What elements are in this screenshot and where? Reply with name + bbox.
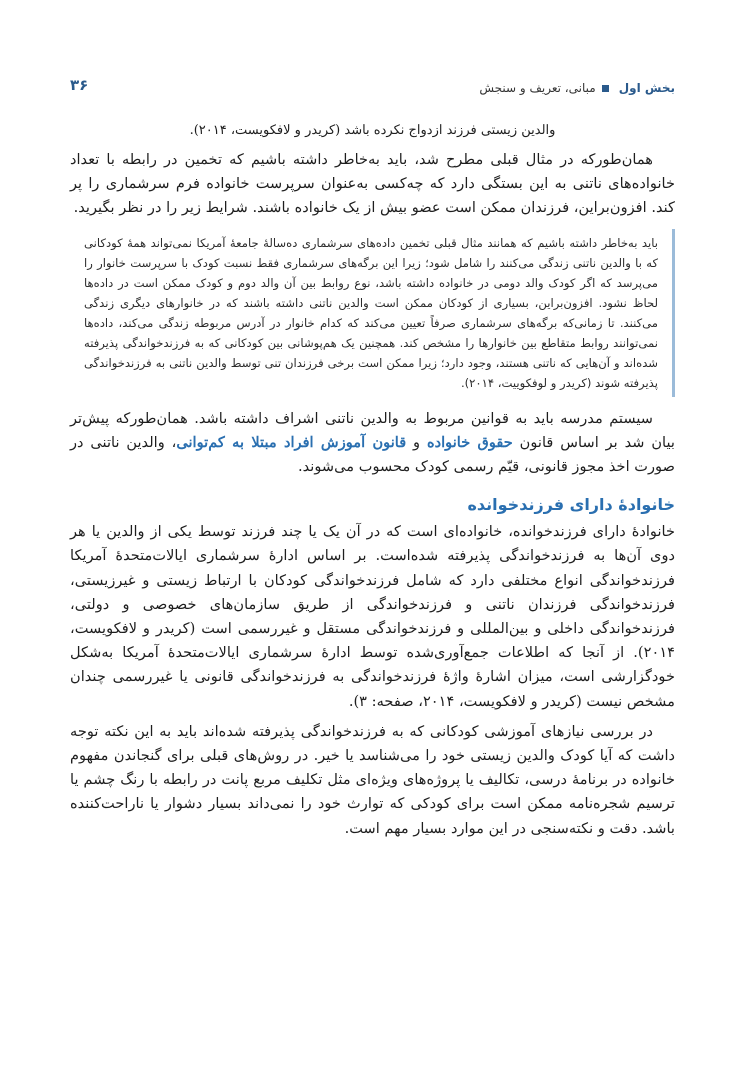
paragraph-continued: والدین زیستی فرزند ازدواج نکرده باشد (کریدر و لافکویست، ۲۰۱۴). — [189, 123, 556, 138]
page-content — [70, 120, 675, 841]
paragraph-law — [70, 407, 675, 480]
page-header — [70, 76, 675, 100]
paragraph-law-part-a: سیستم مدرسه باید به قوانین مربوط به والدین ناتنی اشراف داشته باشد. همان‌طورکه پیش‌تر بیان شد بر اساس قانون — [70, 409, 675, 451]
paragraph: همان‌طورکه در مثال قبلی مطرح شد، باید به‌خاطر داشته باشیم که تخمین در رابطه با تعداد خانواده‌های ناتنی به این بستگی دارد که چه‌کسی به‌عنوان سرپرست خانواده فرم سرشماری را پر کند. افزون‌براین، فرزندان ممکن است عضو بیش از یک خانواده باشند. شرایط زیر را در نظر بگیرید. — [70, 151, 675, 217]
highlight-family-law: حقوق خانواده — [426, 433, 513, 451]
paragraph-law-part-c: ، والدین ناتنی در صورت اخذ مجوز قانونی، قیّم رسمی کودک محسوب می‌شوند. — [70, 433, 675, 476]
paragraph: در بررسی نیازهای آموزشی کودکانی که به فرزندخواندگی پذیرفته شده‌اند باید به این نکته توجه داشت که آیا کودک والدین زیستی خود را می‌شناسد یا خیر. در روش‌های قبلی برای گنجاندن مفهوم خانواده در برنامهٔ درسی، تکالیف یا پروژه‌های ویژه‌ای مثل تکلیف مربع پانت در رابطه با رنگ چشم یا ترسیم شجره‌نامه ممکن است برای کودکی که توارث خود را نمی‌داند بسیار دشوار یا ناراحت‌کننده باشد. دقت و نکته‌سنجی در این موارد بسیار مهم است. — [70, 722, 675, 837]
sidebar-note-text: باید به‌خاطر داشته باشیم که همانند مثال قبلی تخمین داده‌های سرشماری ده‌سالهٔ جامعهٔ آمریکا نمی‌تواند همهٔ کودکانی که با والدین ناتنی زندگی می‌کنند را شامل شود؛ زیرا این برگه‌های سرشماری فقط نسبت کودک با سرپرست خانوار را می‌پرسد که اگر کودک والد دومی در خانواده داشته باشد، نوع روابط بین آن والد دوم و کودک ممکن است در داده‌ها لحاظ نشود. افزون‌براین، بسیاری از کودکان ممکن است والدین ناتنی داشته باشند که در خانوارهای دیگری زندگی می‌کنند. تا زمانی‌که برگه‌های سرشماری صرفاً تعیین می‌کند که کدام خانوار در آدرس مربوطه زندگی می‌کند، داده‌ها نمی‌توانند روابط متقاطع بین خانوارها را مشخص کند. همچنین یک هم‌پوشانی بین کودکانی که به فرزندخواندگی پذیرفته شده‌اند و آن‌هایی که ناتنی هستند، وجود دارد؛ زیرا ممکن است برخی فرزندان تنی توسط والدین ناتنی به فرزندخواندگی پذیرفته شوند (کریدر و لوفکوییت، ۲۰۱۴). — [84, 235, 658, 390]
section-heading: خانوادهٔ دارای فرزندخوانده — [467, 495, 675, 515]
paragraph: خانوادهٔ دارای فرزندخوانده، خانواده‌ای است که در آن یک یا چند فرزند توسط یکی از والدین یا هر دوی آن‌ها به فرزندخواندگی پذیرفته شده‌است. بر اساس ادارهٔ سرشماری ایالات‌متحدهٔ آمریکا فرزندخواندگی انواع مختلفی دارد که شامل فرزندخواندگی کودکان با ارتباط زیستی و غیرزیستی، فرزندخواندگی فرزندان ناتنی و فرزندخواندگی از طریق سازمان‌های خصوصی و دولتی، فرزندخواندگی داخلی و بین‌المللی و فرزندخواندگی مستقل و غیررسمی است (کریدر و لافکویست، ۲۰۱۴). از آنجا که اطلاعات جمع‌آوری‌شده توسط ادارهٔ سرشماری ایالات‌متحدهٔ آمریکا به‌شکل خودگزارشی است، میزان اشارهٔ واژهٔ فرزندخواندگی به فرزندخواندگی قانونی یا غیررسمی چندان مشخص نیست (کریدر و لافکویست، ۲۰۱۴، صفحه: ۳). — [70, 523, 675, 710]
part-label: بخش اول — [618, 81, 675, 95]
page-number: ۳۶ — [70, 76, 89, 94]
paragraph-law-part-b: و — [406, 433, 427, 451]
highlight-disability-education-law: قانون آموزش افراد مبتلا به کم‌توانی — [176, 433, 407, 451]
chapter-title: مبانی، تعریف و سنجش — [479, 81, 596, 95]
square-bullet-icon — [602, 85, 609, 92]
sidebar-note-box — [70, 229, 675, 397]
